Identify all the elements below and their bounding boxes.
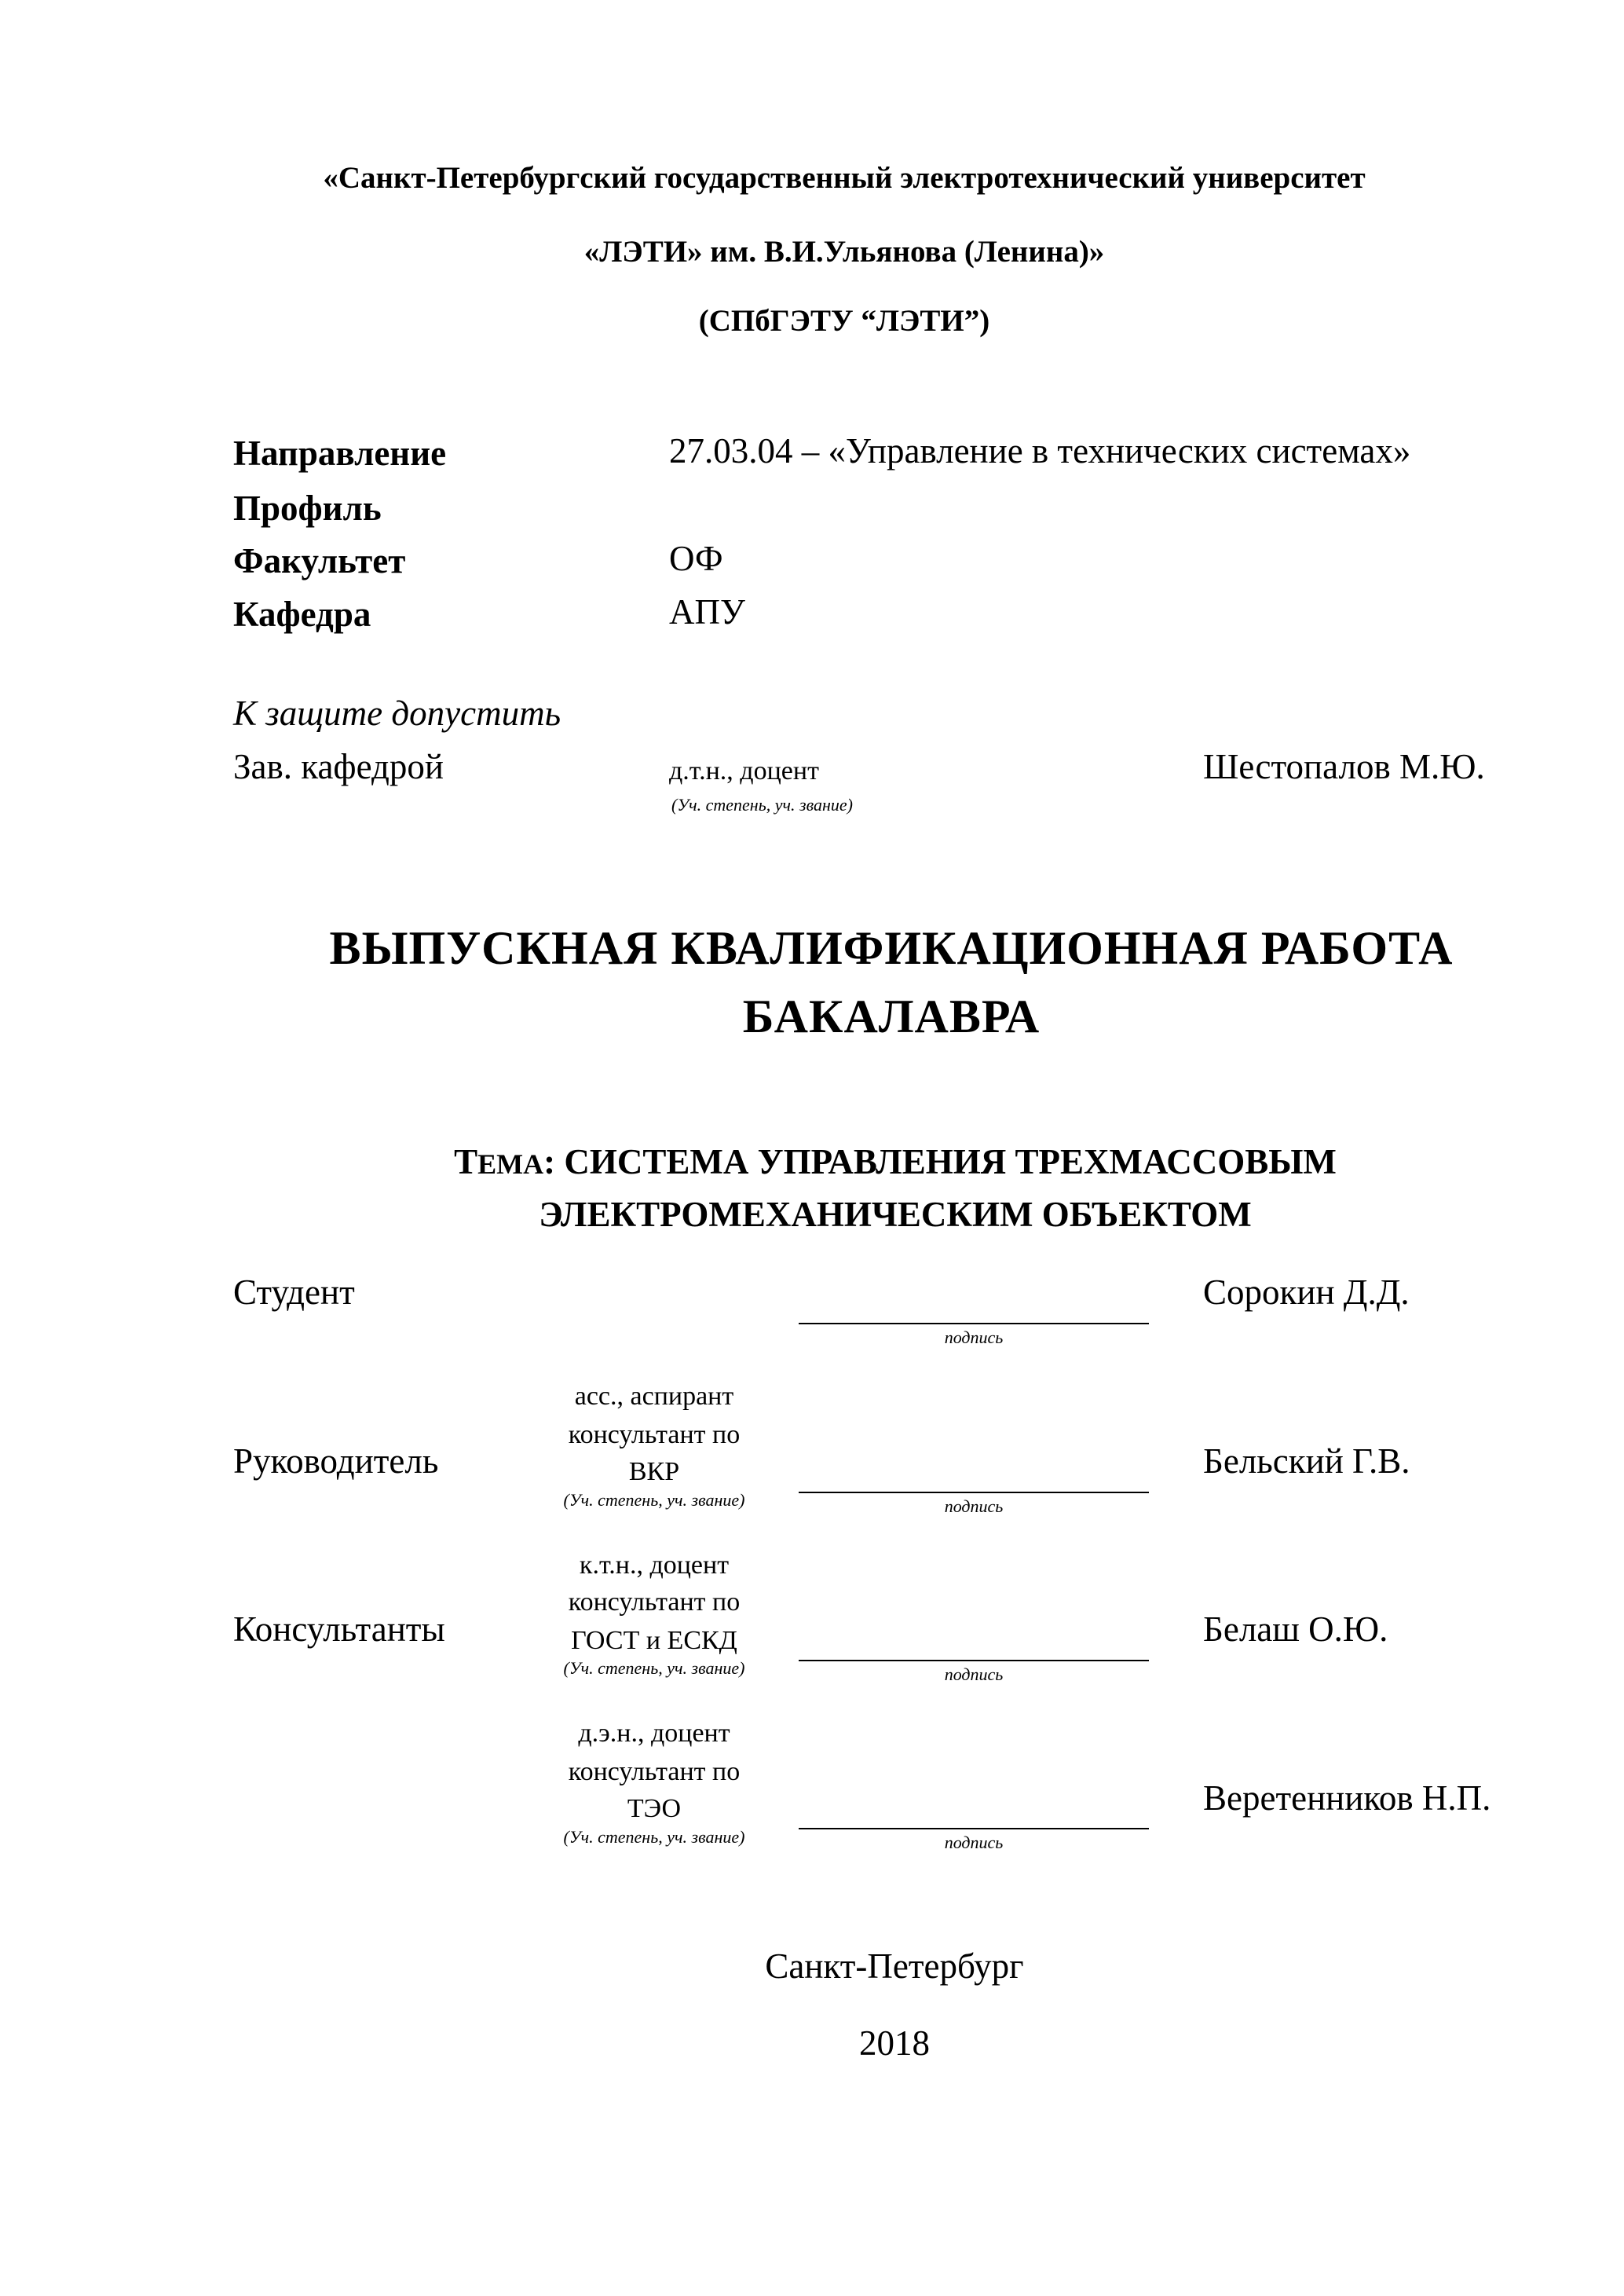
profile-label: Профиль [233,489,382,528]
consultant2-name: Веретенников Н.П. [1203,1778,1491,1818]
consultants-role: Консультанты [233,1609,445,1649]
supervisor-signature-line [799,1492,1149,1493]
university-name: «Санкт-Петербургский государственный электротехнический университет [323,161,1366,195]
consultant1-signature-line [799,1660,1149,1661]
consultant2-degree-line1: д.э.н., доцент [578,1719,730,1748]
supervisor-degree-line2: консультант по [568,1420,741,1449]
university-name-line2: «ЛЭТИ» им. В.И.Ульянова (Ленина)» [583,235,1105,269]
consultant1-name: Белаш О.Ю. [1203,1609,1388,1649]
theme-prefix-rest: ЕМА [477,1148,544,1180]
head-degree: д.т.н., доцент [669,756,819,785]
faculty-value: ОФ [669,539,723,578]
supervisor-name: Бельский Г.В. [1203,1441,1410,1481]
consultant2-degree-line2: консультант по [568,1757,741,1786]
supervisor-role: Руководитель [233,1441,439,1481]
document-title: ВЫПУСКНАЯ КВАЛИФИКАЦИОННАЯ РАБОТА [329,922,1454,974]
student-signature-caption: подпись [944,1327,1004,1347]
supervisor-degree-caption: (Уч. степень, уч. звание) [563,1490,745,1510]
department-value: АПУ [669,592,745,632]
document-title-line2: БАКАЛАВРА [742,991,1041,1042]
theme-line1 [0,1144,1624,1180]
consultant2-degree-line3: ТЭО [627,1794,682,1823]
consultant2-degree-caption: (Уч. степень, уч. звание) [563,1827,745,1847]
consultant2-signature-line [799,1828,1149,1829]
student-name: Сорокин Д.Д. [1203,1273,1410,1312]
approval-heading: К защите допустить [233,694,561,733]
consultant1-signature-caption: подпись [944,1664,1004,1684]
theme-colon: : [543,1142,556,1181]
consultant2-signature-caption: подпись [944,1833,1004,1852]
supervisor-degree-line3: ВКР [628,1457,680,1486]
theme-text: СИСТЕМА УПРАВЛЕНИЯ ТРЕХМАССОВЫМ [564,1142,1337,1181]
student-role: Студент [233,1273,355,1312]
head-name: Шестопалов М.Ю. [1203,747,1485,786]
theme-line2: ЭЛЕКТРОМЕХАНИЧЕСКИМ ОБЪЕКТОМ [539,1195,1252,1234]
department-label: Кафедра [233,595,371,634]
head-degree-caption: (Уч. степень, уч. звание) [671,795,853,815]
student-signature-line [799,1323,1149,1324]
city: Санкт-Петербург [765,1946,1024,1986]
direction-value: 27.03.04 – «Управление в технических системах» [669,431,1411,471]
consultant1-degree-caption: (Уч. степень, уч. звание) [563,1658,745,1678]
consultant1-degree-line3: ГОСТ и ЕСКД [571,1626,737,1655]
theme-prefix-first: Т [454,1142,478,1181]
head-of-department-role: Зав. кафедрой [233,747,444,786]
year: 2018 [859,2023,930,2063]
supervisor-signature-caption: подпись [944,1496,1004,1516]
direction-label: Направление [233,434,447,473]
theme-prefix [454,1142,555,1181]
university-abbreviation: (СПбГЭТУ “ЛЭТИ”) [698,304,990,338]
supervisor-degree-line1: асс., аспирант [574,1382,734,1411]
consultant1-degree-line1: к.т.н., доцент [579,1551,730,1580]
consultant1-degree-line2: консультант по [568,1587,741,1617]
faculty-label: Факультет [233,541,406,580]
